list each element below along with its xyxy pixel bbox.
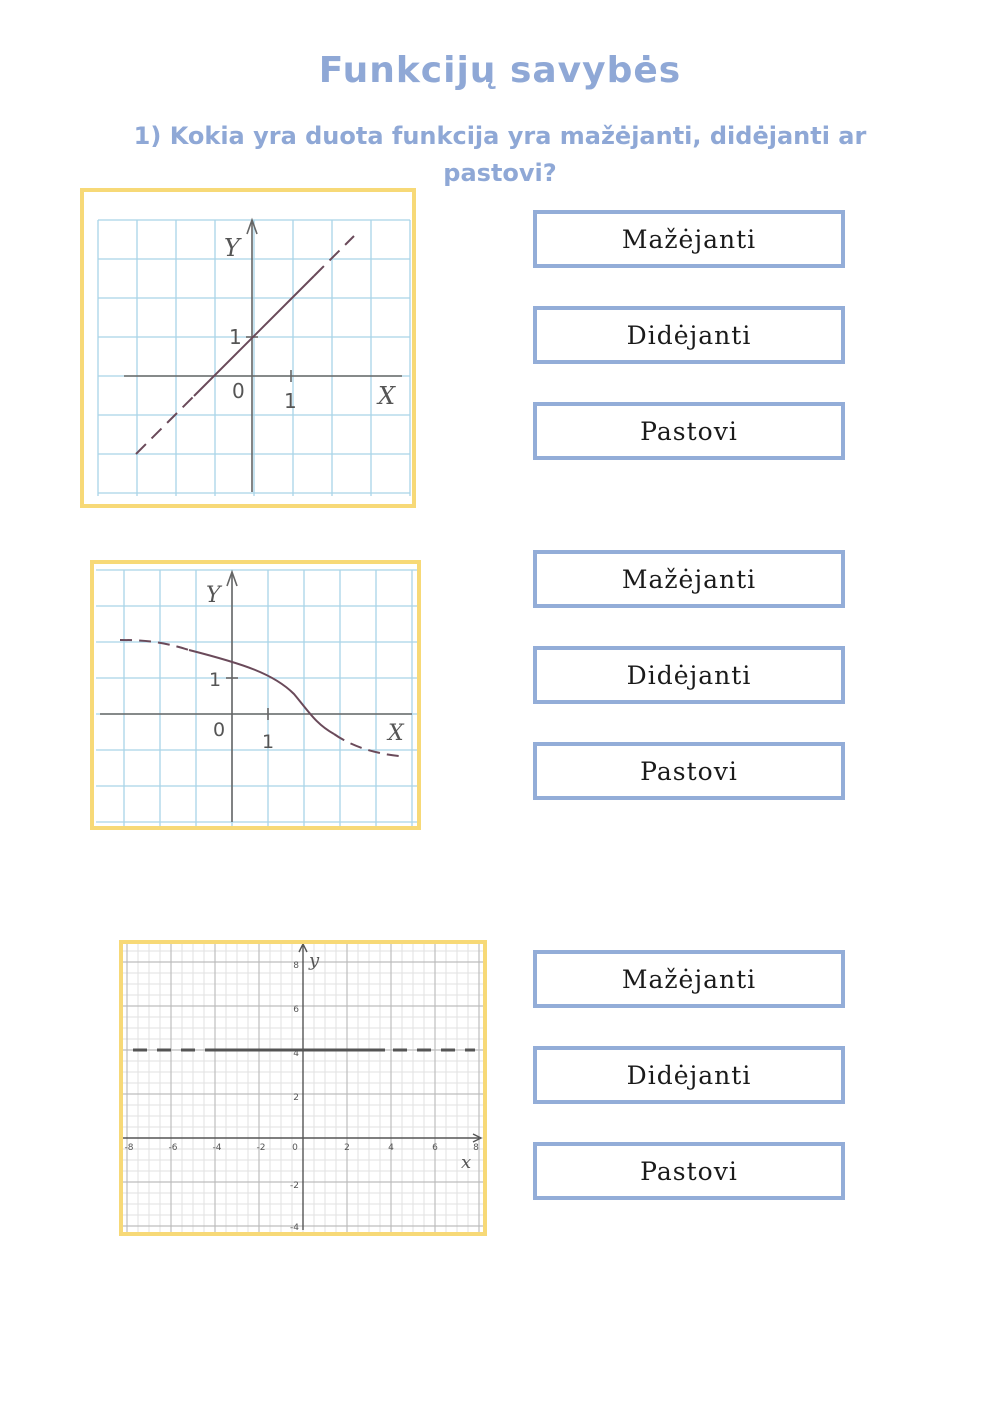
- answer-3-decreasing[interactable]: Mažėjanti: [533, 950, 845, 1008]
- answer-3-constant[interactable]: Pastovi: [533, 1142, 845, 1200]
- graph-3-svg: [123, 944, 483, 1232]
- graph-2-origin: 0: [213, 719, 226, 741]
- graph-1-svg: [84, 192, 412, 504]
- graph-2-tick-y: 1: [209, 669, 222, 691]
- graph-1-tick-x: 1: [284, 389, 297, 413]
- graph-1-x-label: X: [378, 382, 396, 410]
- question-text: 1) Kokia yra duota funkcija yra mažėjanti, didėjanti ar pastovi?: [133, 122, 867, 187]
- graph-3-ytick: 8: [293, 961, 299, 971]
- graph-3-ytick: 4: [293, 1049, 299, 1059]
- graph-1-origin: 0: [232, 379, 245, 403]
- graph-constant: [119, 940, 487, 1236]
- graph-3-ytick: 2: [293, 1093, 299, 1103]
- graph-2-y-label: Y: [206, 583, 221, 608]
- graph-3-xtick: -8: [124, 1143, 134, 1153]
- graph-1-y-label: Y: [224, 234, 240, 262]
- graph-3-ytick: -2: [290, 1181, 299, 1191]
- graph-3-xtick: 4: [388, 1143, 394, 1153]
- page-title: Funkcijų savybės: [318, 50, 682, 91]
- graph-3-ytick: 6: [293, 1005, 299, 1015]
- answer-2-decreasing[interactable]: Mažėjanti: [533, 550, 845, 608]
- graph-increasing: [80, 188, 416, 508]
- graph-3-xtick: -2: [256, 1143, 266, 1153]
- graph-3-xtick: 6: [432, 1143, 438, 1153]
- answer-1-increasing[interactable]: Didėjanti: [533, 306, 845, 364]
- answer-2-constant[interactable]: Pastovi: [533, 742, 845, 800]
- graph-3-xtick: 2: [344, 1143, 350, 1153]
- answer-1-constant[interactable]: Pastovi: [533, 402, 845, 460]
- graph-3-ytick: -4: [290, 1223, 299, 1232]
- graph-3-xtick: -4: [212, 1143, 222, 1153]
- answer-3-increasing[interactable]: Didėjanti: [533, 1046, 845, 1104]
- graph-3-y-label: y: [309, 950, 320, 971]
- graph-2-tick-x: 1: [262, 731, 275, 753]
- graph-3-xtick: -6: [168, 1143, 178, 1153]
- graph-3-xtick: 0: [292, 1143, 298, 1153]
- graph-1-tick-y: 1: [229, 325, 242, 349]
- answer-1-decreasing[interactable]: Mažėjanti: [533, 210, 845, 268]
- graph-2-x-label: X: [388, 721, 404, 746]
- graph-2-svg: [94, 564, 417, 826]
- answer-2-increasing[interactable]: Didėjanti: [533, 646, 845, 704]
- graph-decreasing: [90, 560, 421, 830]
- graph-3-x-label: x: [461, 1152, 472, 1173]
- graph-3-xtick: 8: [473, 1143, 479, 1153]
